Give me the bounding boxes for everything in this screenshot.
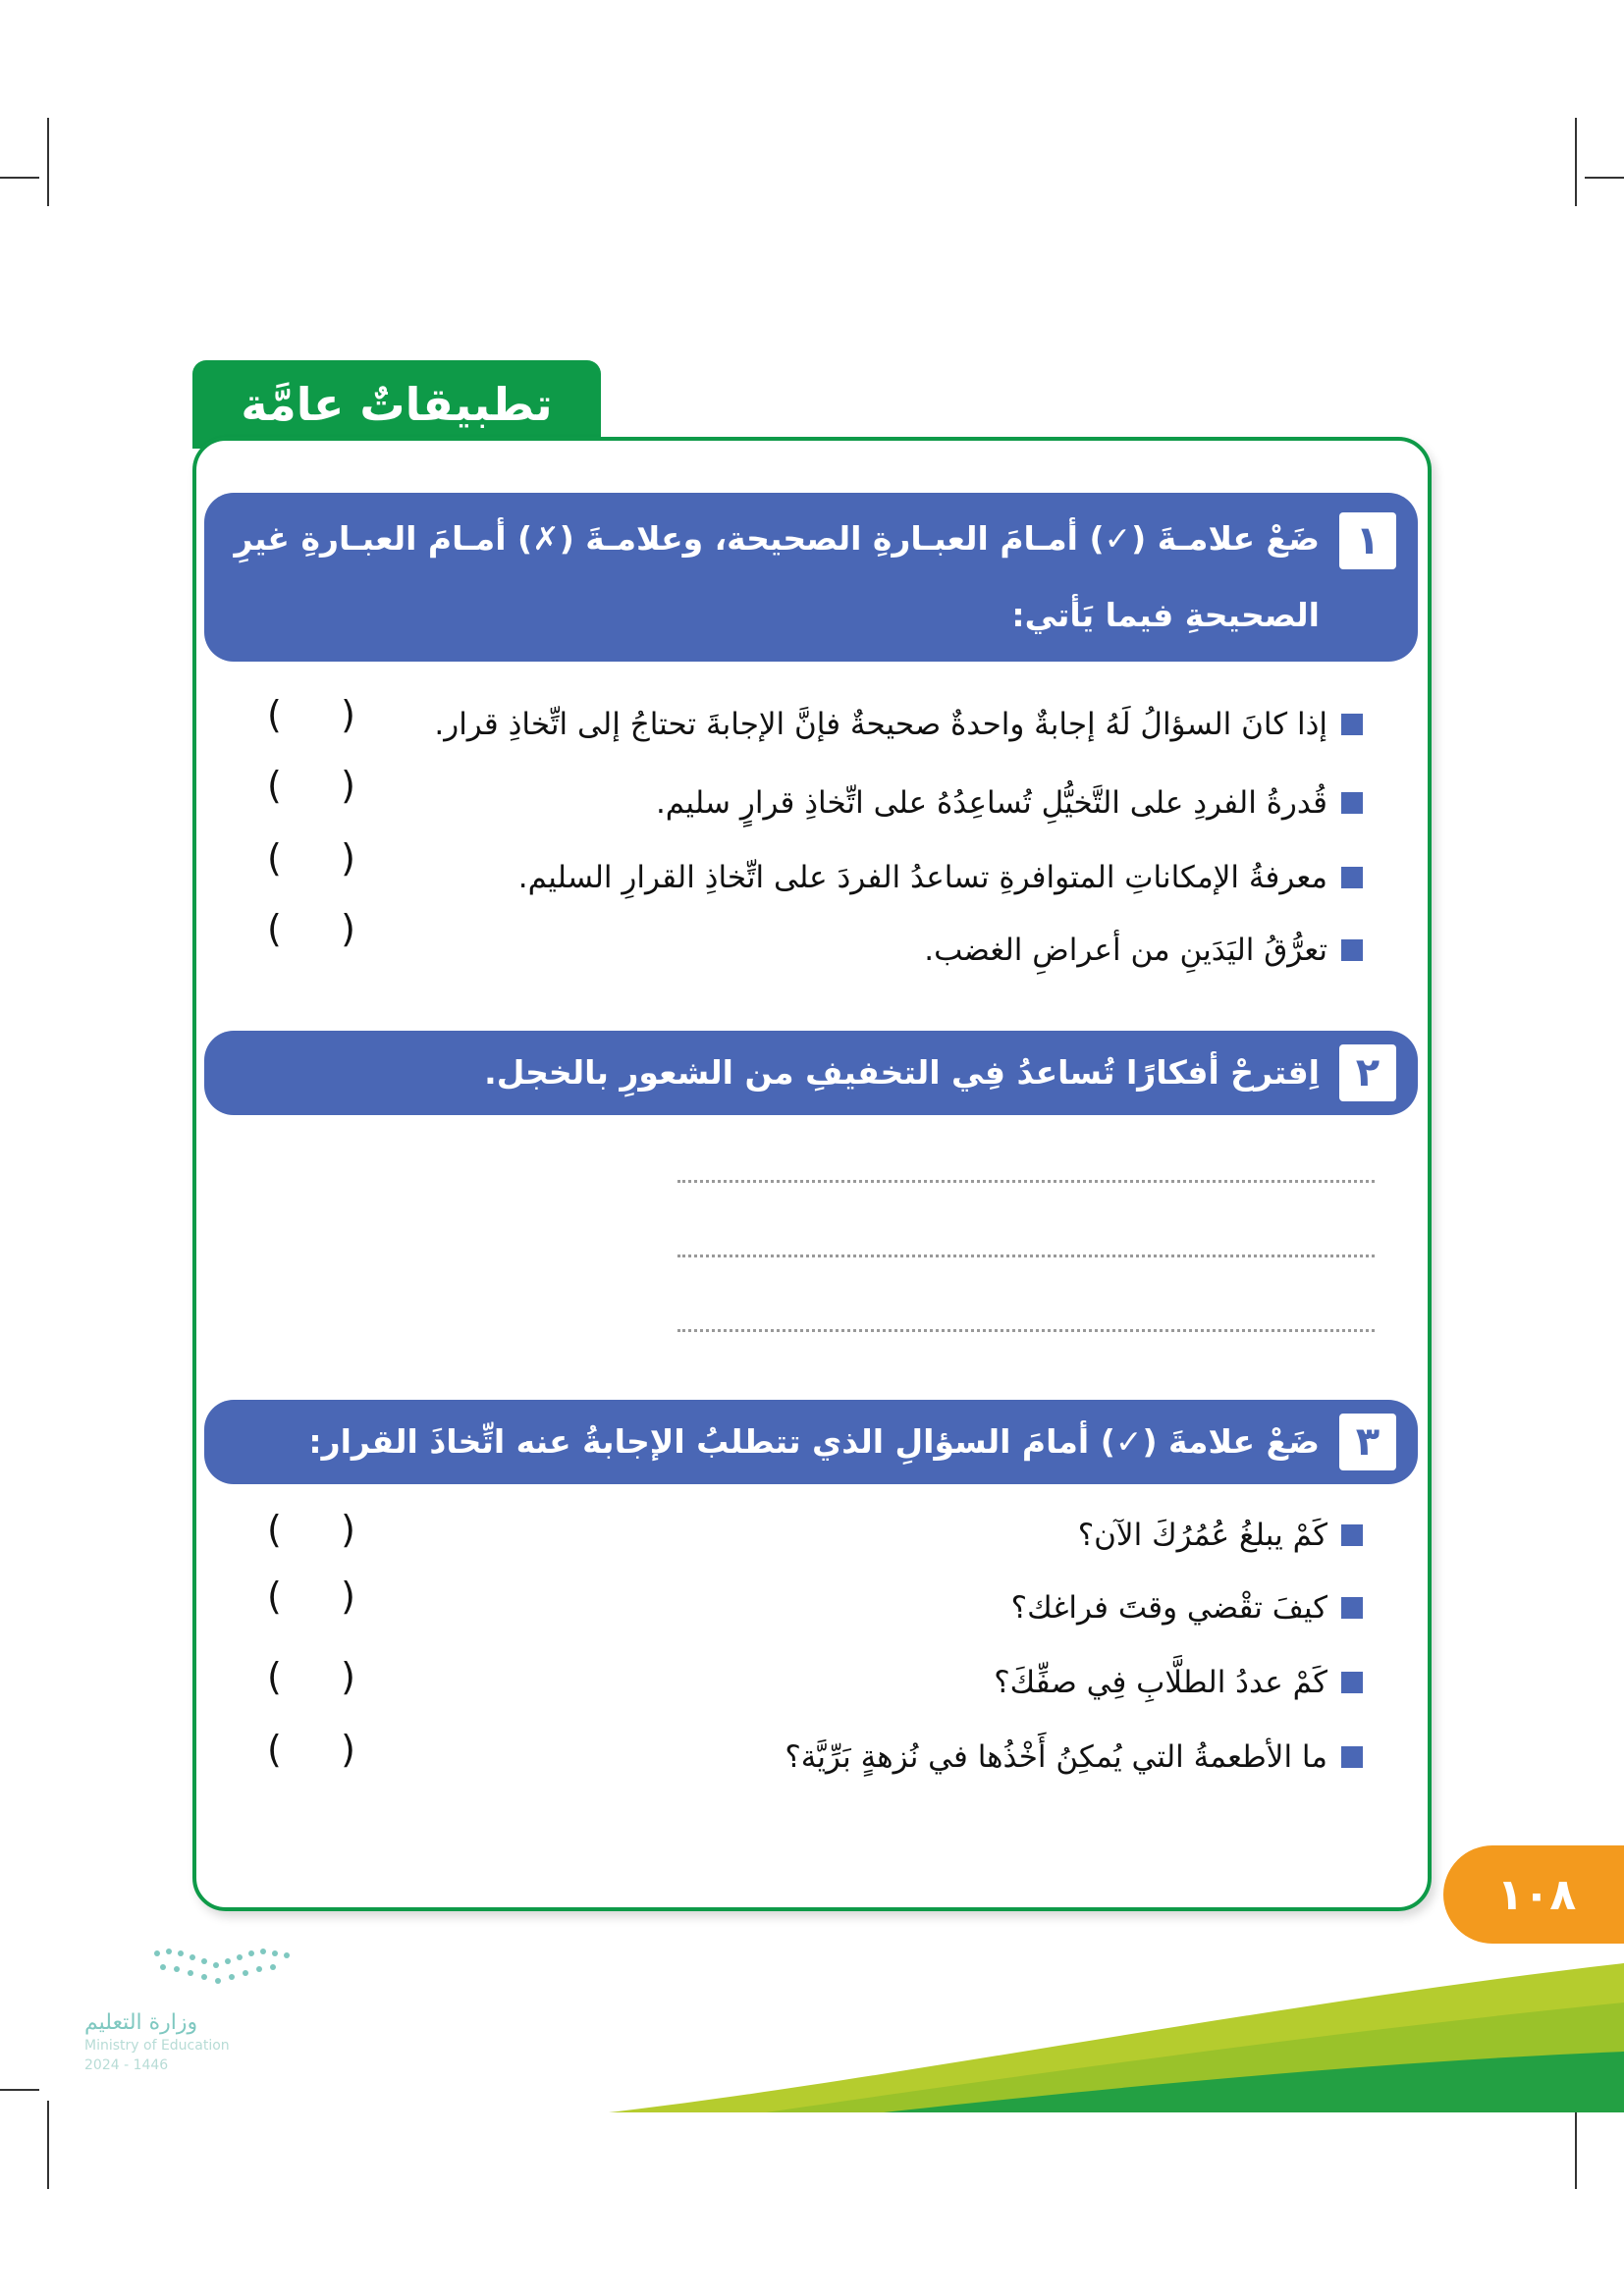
question-number: ١ bbox=[1339, 512, 1396, 569]
page-number: ١٠٨ bbox=[1496, 1869, 1577, 1920]
item-text: قُدرةُ الفردِ على التَّخيُّلِ تُساعِدُهُ على اتِّخاذِ قرارٍ سليم. bbox=[655, 785, 1327, 821]
bullet-square-icon bbox=[1341, 1672, 1363, 1693]
answer-line[interactable] bbox=[677, 1329, 1375, 1332]
list-item bbox=[1078, 1518, 1363, 1553]
bullet-square-icon bbox=[1341, 714, 1363, 735]
list-item bbox=[656, 785, 1363, 821]
answer-brackets[interactable]: ( ) bbox=[267, 1575, 355, 1618]
question-1-header bbox=[204, 493, 1418, 662]
item-text: كَمْ يبلغُ عُمُرُكَ الآن؟ bbox=[1077, 1518, 1327, 1553]
question-text: ضَعْ علامـةَ (✓) أمـامَ العبـارةِ الصحيحة، وعلامـةَ (✗) أمـامَ العبـارةِ غيرِ الصحيحةِ فيما يَأتي: bbox=[234, 519, 1320, 634]
crop-mark bbox=[0, 177, 39, 179]
question-3-header bbox=[204, 1400, 1418, 1484]
ministry-name-en: Ministry of Education bbox=[84, 2038, 230, 2054]
question-text: ضَعْ علامةَ (✓) أمامَ السؤالِ الذي تتطلبُ الإجابةُ عنه اتِّخاذَ القرار: bbox=[308, 1422, 1320, 1461]
answer-brackets[interactable]: ( ) bbox=[267, 1655, 355, 1698]
bullet-square-icon bbox=[1341, 939, 1363, 961]
crop-mark bbox=[1575, 118, 1577, 206]
crop-mark bbox=[47, 118, 49, 206]
page-number-badge bbox=[1443, 1845, 1624, 1944]
ministry-year: 2024 - 1446 bbox=[84, 2057, 169, 2073]
item-text: تعرُّقُ اليَدَينِ من أعراضِ الغضب. bbox=[924, 933, 1327, 968]
section-title-tab bbox=[192, 360, 601, 449]
list-item bbox=[924, 933, 1363, 968]
section-title: تطبيقاتٌ عامَّة bbox=[241, 378, 553, 431]
answer-brackets[interactable]: ( ) bbox=[267, 1508, 355, 1551]
bullet-square-icon bbox=[1341, 1597, 1363, 1619]
bullet-square-icon bbox=[1341, 1746, 1363, 1768]
question-number: ٣ bbox=[1339, 1414, 1396, 1470]
bullet-square-icon bbox=[1341, 867, 1363, 888]
crop-mark bbox=[1585, 177, 1624, 179]
item-text: ما الأطعمةُ التي يُمكِنُ أَخْذُها في نُزهةٍ بَرِّيَّة؟ bbox=[785, 1739, 1327, 1775]
bullet-square-icon bbox=[1341, 792, 1363, 814]
item-text: كيفَ تقْضي وقتَ فراغك؟ bbox=[1010, 1590, 1327, 1626]
answer-line[interactable] bbox=[677, 1180, 1375, 1183]
item-text: كَمْ عددُ الطلَّابِ فِي صفِّكَ؟ bbox=[994, 1665, 1327, 1700]
list-item bbox=[518, 860, 1363, 895]
ministry-name: وزارة التعليم bbox=[84, 2010, 198, 2035]
list-item bbox=[434, 707, 1363, 742]
answer-line[interactable] bbox=[677, 1255, 1375, 1257]
answer-brackets[interactable]: ( ) bbox=[267, 1728, 355, 1771]
question-2-header bbox=[204, 1031, 1418, 1115]
ministry-logo-icon bbox=[147, 1944, 295, 2002]
answer-brackets[interactable]: ( ) bbox=[267, 764, 355, 807]
bullet-square-icon bbox=[1341, 1524, 1363, 1546]
item-text: معرفةُ الإمكاناتِ المتوافرةِ تساعدُ الفردَ على اتِّخاذِ القرارِ السليم. bbox=[517, 860, 1327, 895]
decorative-swoosh bbox=[0, 1963, 1624, 2296]
list-item bbox=[785, 1739, 1363, 1775]
answer-brackets[interactable]: ( ) bbox=[267, 836, 355, 880]
question-text: اِقترحْ أفكارًا تُساعدُ فِي التخفيفِ من الشعورِ بالخجل. bbox=[484, 1053, 1320, 1092]
item-text: إذا كانَ السؤالُ لَهُ إجابةٌ واحدةٌ صحيحةٌ فإنَّ الإجابةَ تحتاجُ إلى اتِّخاذِ قرار. bbox=[434, 707, 1327, 742]
list-item bbox=[1011, 1590, 1363, 1626]
list-item bbox=[994, 1665, 1363, 1700]
question-number: ٢ bbox=[1339, 1044, 1396, 1101]
answer-brackets[interactable]: ( ) bbox=[267, 907, 355, 950]
answer-brackets[interactable]: ( ) bbox=[267, 693, 355, 736]
